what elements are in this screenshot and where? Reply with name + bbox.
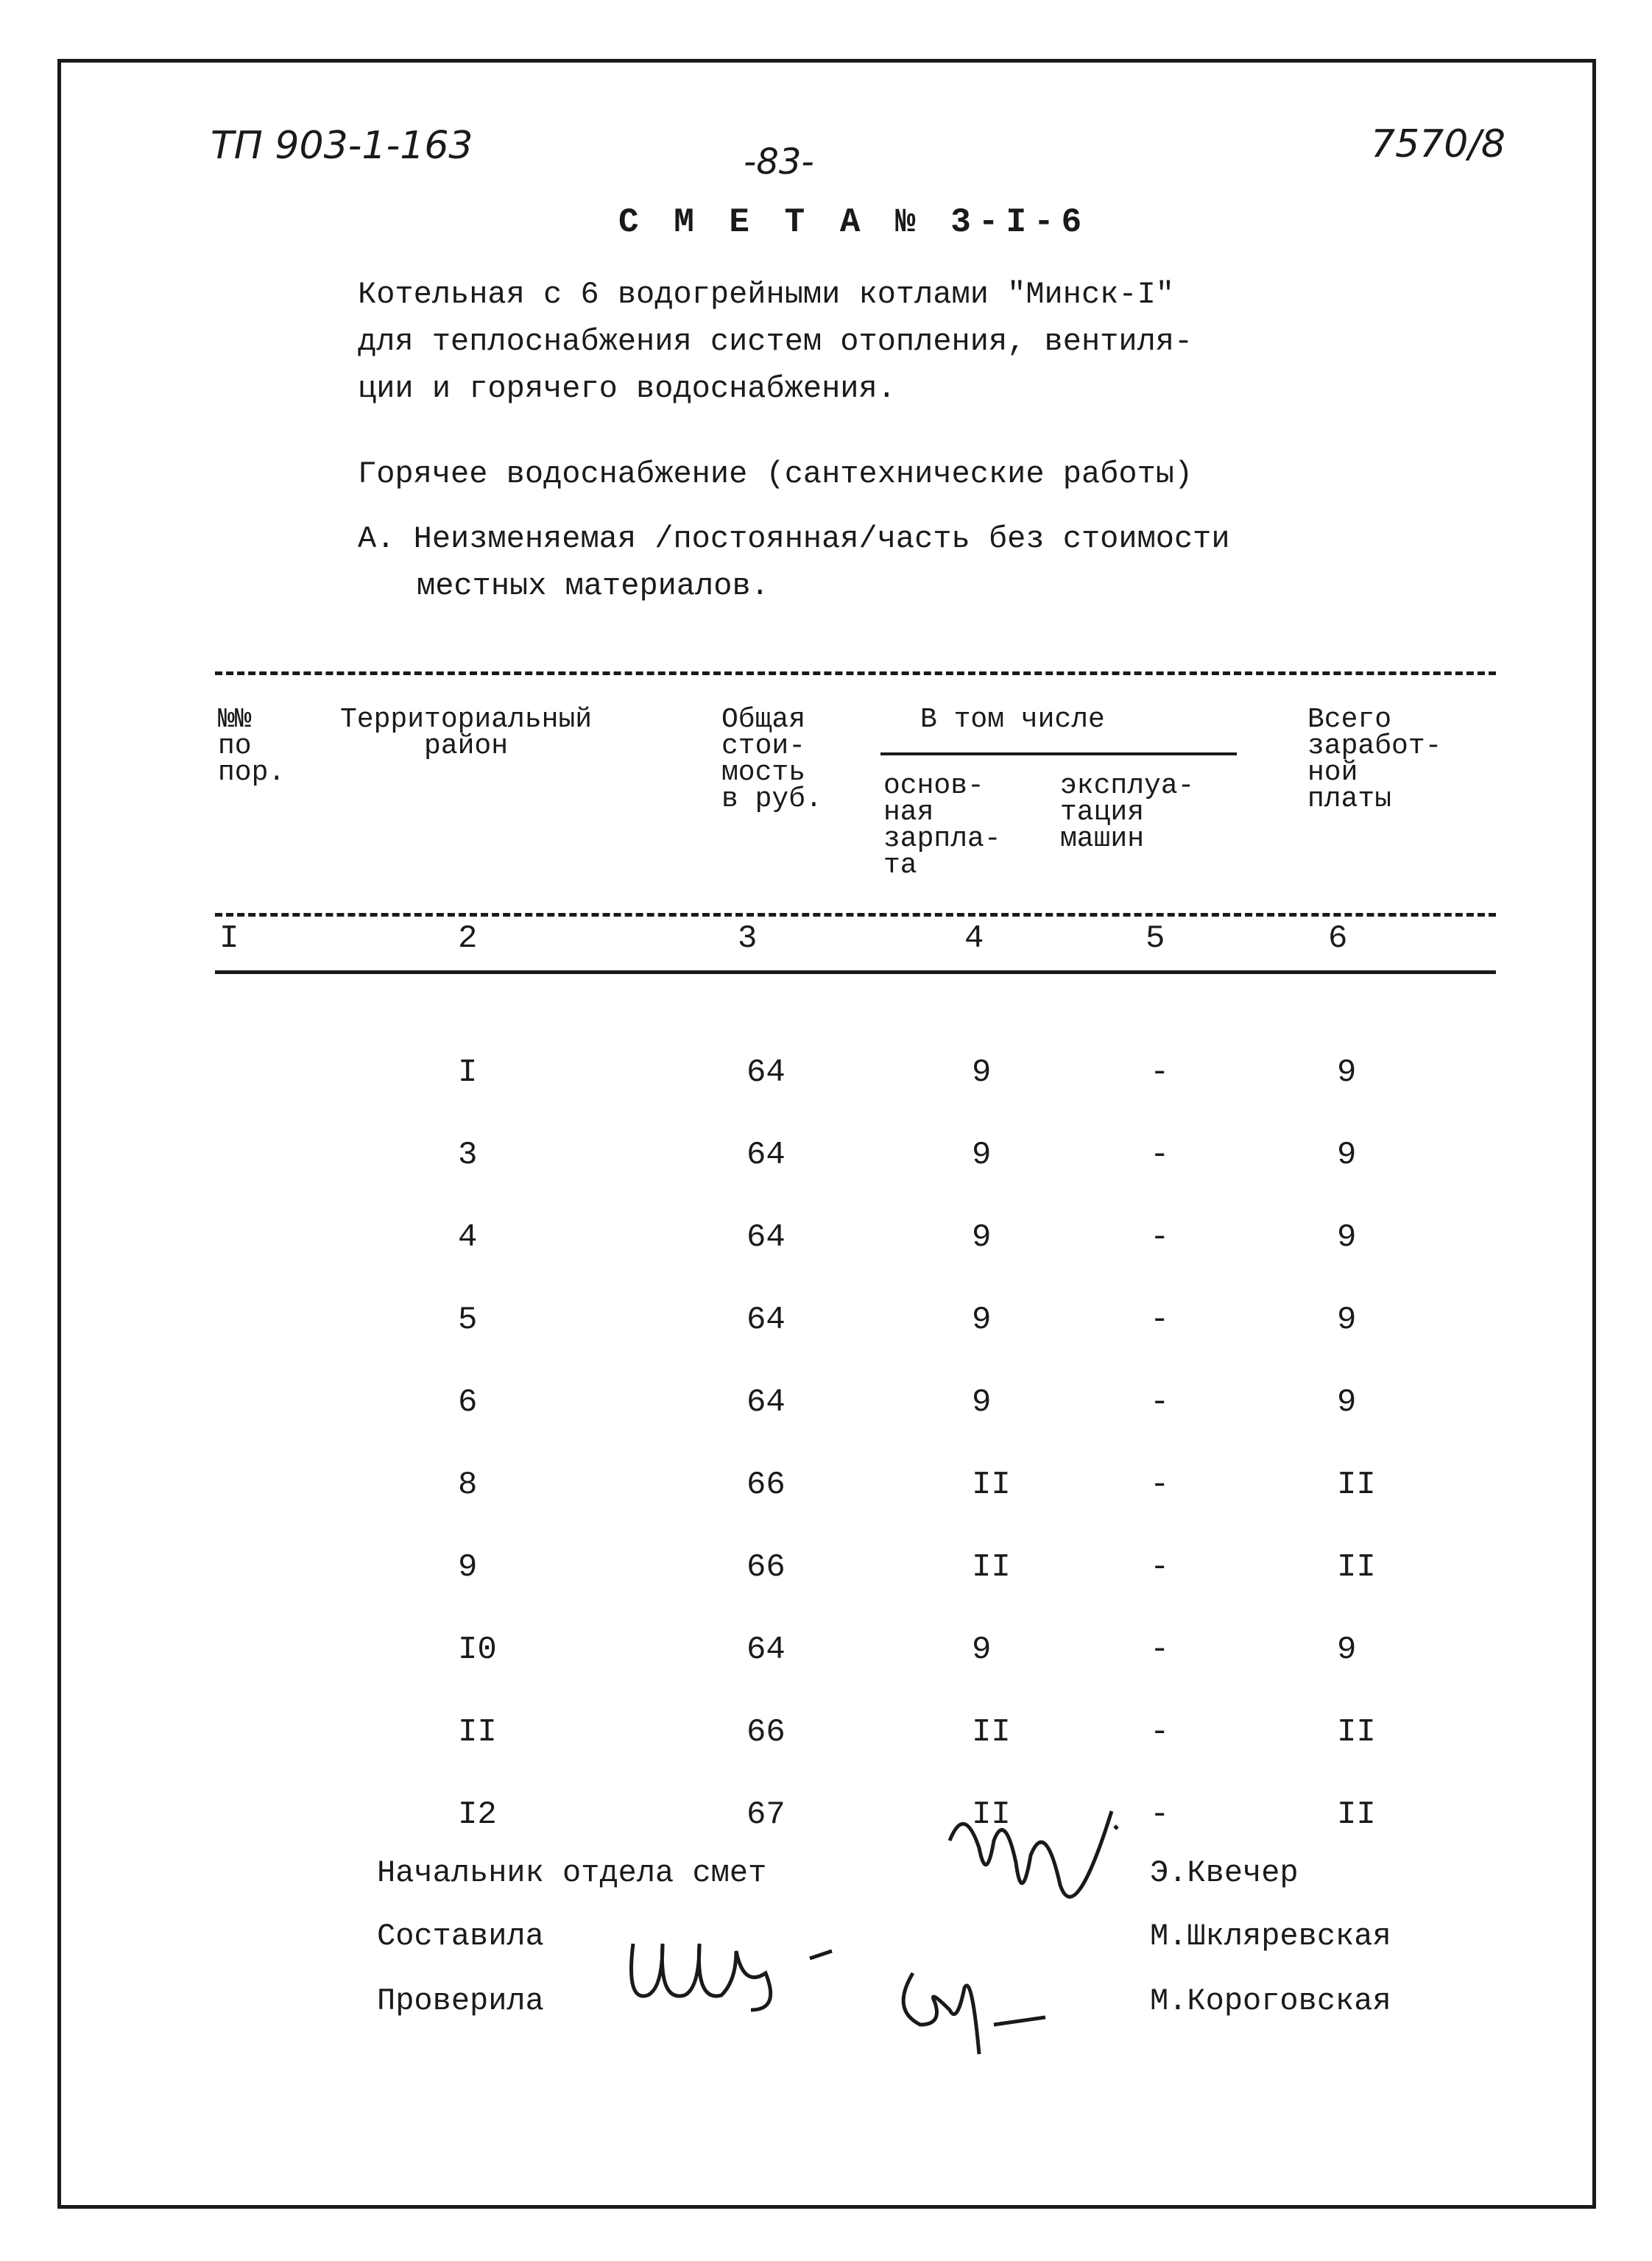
cell-machines: - xyxy=(1150,1384,1170,1421)
cell-base-wage: II xyxy=(972,1714,1011,1751)
cell-base-wage: II xyxy=(972,1549,1011,1586)
cell-region: I2 xyxy=(458,1796,497,1833)
description-line: Котельная с 6 водогрейными котлами "Минск-I" xyxy=(358,277,1174,312)
column-number: 6 xyxy=(1328,920,1348,957)
section-title: Горячее водоснабжение (сантехнические работы) xyxy=(358,456,1193,492)
cell-total-wage: 9 xyxy=(1337,1384,1357,1421)
cell-base-wage: 9 xyxy=(972,1384,992,1421)
cell-total-cost: 66 xyxy=(746,1549,786,1586)
cell-machines: - xyxy=(1150,1467,1170,1503)
cell-region: 6 xyxy=(458,1384,478,1421)
header-col-2: Территориальный район xyxy=(340,704,593,762)
column-number: 4 xyxy=(964,920,984,957)
cell-region: 8 xyxy=(458,1467,478,1503)
header-col-1: №№ по пор. xyxy=(218,704,286,789)
column-number: I xyxy=(219,920,239,957)
cell-machines: - xyxy=(1150,1549,1170,1586)
cell-total-wage: II xyxy=(1337,1467,1376,1503)
cell-total-wage: II xyxy=(1337,1714,1376,1751)
cell-region: 5 xyxy=(458,1302,478,1338)
cell-total-wage: 9 xyxy=(1337,1054,1357,1091)
description xyxy=(358,271,1193,412)
cell-total-cost: 64 xyxy=(746,1219,786,1256)
cell-total-cost: 64 xyxy=(746,1302,786,1338)
header-col-4: основ- ная зарпла- та xyxy=(883,770,1001,881)
cell-base-wage: 9 xyxy=(972,1137,992,1174)
cell-total-wage: II xyxy=(1337,1796,1376,1833)
cell-total-cost: 66 xyxy=(746,1467,786,1503)
cell-machines: - xyxy=(1150,1219,1170,1256)
cell-region: 4 xyxy=(458,1219,478,1256)
cell-base-wage: 9 xyxy=(972,1219,992,1256)
cell-total-cost: 64 xyxy=(746,1054,786,1091)
cell-total-wage: 9 xyxy=(1337,1302,1357,1338)
header-bottom-rule xyxy=(215,913,1496,917)
cell-base-wage: 9 xyxy=(972,1054,992,1091)
cell-region: I0 xyxy=(458,1632,497,1668)
cell-total-cost: 64 xyxy=(746,1384,786,1421)
cell-total-wage: II xyxy=(1337,1549,1376,1586)
album-code: 7570/8 xyxy=(1371,122,1505,166)
header-group: В том числе xyxy=(920,704,1105,736)
cell-region: 3 xyxy=(458,1137,478,1174)
cell-base-wage: II xyxy=(972,1467,1011,1503)
header-col-5: эксплуа- тация машин xyxy=(1060,770,1195,855)
cell-region: II xyxy=(458,1714,497,1751)
cell-total-wage: 9 xyxy=(1337,1137,1357,1174)
doc-code: ТП 903-1-163 xyxy=(211,124,473,168)
description-line: для теплоснабжения систем отопления, вентиля- xyxy=(358,324,1193,359)
signature-role: Проверила xyxy=(377,1983,544,2019)
cell-total-wage: 9 xyxy=(1337,1219,1357,1256)
column-number-rule xyxy=(215,970,1496,974)
handwritten-signature-2 xyxy=(618,1929,854,2017)
cell-total-wage: 9 xyxy=(1337,1632,1357,1668)
column-number: 2 xyxy=(458,920,478,957)
cell-machines: - xyxy=(1150,1054,1170,1091)
cell-base-wage: 9 xyxy=(972,1302,992,1338)
signature-name: М.Короговская xyxy=(1150,1983,1391,2019)
cell-machines: - xyxy=(1150,1714,1170,1751)
cell-machines: - xyxy=(1150,1796,1170,1833)
cell-region: I xyxy=(458,1054,478,1091)
signature-name: М.Шкляревская xyxy=(1150,1919,1391,1954)
cell-machines: - xyxy=(1150,1137,1170,1174)
page-number: -83- xyxy=(744,141,814,183)
handwritten-signature-1 xyxy=(935,1796,1126,1958)
cell-machines: - xyxy=(1150,1632,1170,1668)
part-line: местных материалов. xyxy=(417,568,769,604)
table-top-rule xyxy=(215,671,1496,675)
header-col-3: Общая стои- мость в руб. xyxy=(721,704,822,815)
cell-base-wage: 9 xyxy=(972,1632,992,1668)
cell-total-cost: 64 xyxy=(746,1632,786,1668)
part-line: А. Неизменяемая /постоянная/часть без стоимости xyxy=(358,521,1230,557)
signature-name: Э.Квечер xyxy=(1150,1855,1299,1891)
signature-role: Начальник отдела смет xyxy=(377,1855,767,1891)
cell-total-cost: 67 xyxy=(746,1796,786,1833)
signature-role: Составила xyxy=(377,1919,544,1954)
part-description xyxy=(358,515,1230,610)
cell-base-wage: II xyxy=(972,1796,1011,1833)
cell-total-cost: 64 xyxy=(746,1137,786,1174)
cell-machines: - xyxy=(1150,1302,1170,1338)
description-line: ции и горячего водоснабжения. xyxy=(358,371,896,406)
group-rule xyxy=(880,752,1237,755)
column-number: 3 xyxy=(738,920,758,957)
column-number: 5 xyxy=(1146,920,1165,957)
cell-region: 9 xyxy=(458,1549,478,1586)
cell-total-cost: 66 xyxy=(746,1714,786,1751)
header-col-6: Всего заработ- ной платы xyxy=(1307,704,1442,815)
handwritten-signature-3 xyxy=(883,1958,1075,2061)
estimate-title: С М Е Т А № 3-I-6 xyxy=(618,203,1090,241)
